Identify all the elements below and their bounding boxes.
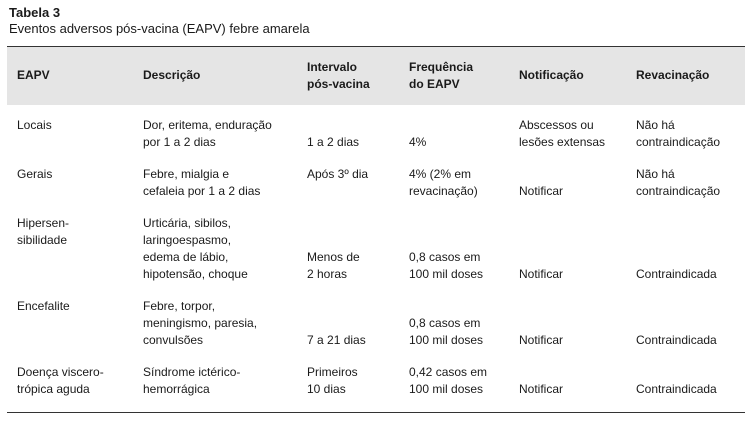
cell-line: Primeiros xyxy=(307,364,358,379)
cell-eapv xyxy=(7,349,133,413)
table-row xyxy=(7,151,745,200)
cell-line: Abscessos ou xyxy=(519,117,594,132)
cell-line: Notificar xyxy=(519,332,564,347)
table-title-block xyxy=(9,5,310,37)
cell-line: por 1 a 2 dias xyxy=(143,134,216,149)
cell-eapv xyxy=(7,151,133,200)
cell-line: Não há xyxy=(636,117,675,132)
cell-line: Urticária, sibilos, xyxy=(143,215,232,230)
cell-notificacao xyxy=(509,283,626,349)
cell-line: Após 3º dia xyxy=(307,166,369,181)
cell-line: 1 a 2 dias xyxy=(307,134,360,149)
cell-line: meningismo, paresia, xyxy=(143,315,258,330)
cell-intervalo xyxy=(297,151,399,200)
cell-line: hemorrágica xyxy=(143,381,210,396)
cell-line: 0,8 casos em xyxy=(409,249,481,264)
cell-eapv xyxy=(7,283,133,349)
cell-line: 2 horas xyxy=(307,266,348,281)
table-header xyxy=(7,47,745,105)
cell-intervalo xyxy=(297,349,399,413)
cell-line: Encefalite xyxy=(17,298,70,313)
header-intervalo: Intervalo pós-vacina xyxy=(307,59,370,91)
cell-notificacao xyxy=(509,151,626,200)
cell-line: trópica aguda xyxy=(17,381,90,396)
cell-line: convulsões xyxy=(143,332,204,347)
cell-descricao xyxy=(133,200,297,283)
cell-line: Febre, mialgia e xyxy=(143,166,230,181)
cell-line: sibilidade xyxy=(17,232,68,247)
cell-line: Contraindicada xyxy=(636,332,717,347)
cell-line: Dor, eritema, enduração xyxy=(143,117,272,132)
cell-revacinacao xyxy=(626,105,745,151)
header-descricao: Descrição xyxy=(143,68,201,83)
cell-line: 0,42 casos em xyxy=(409,364,488,379)
cell-intervalo xyxy=(297,283,399,349)
cell-eapv xyxy=(7,200,133,283)
cell-line: revacinação) xyxy=(409,183,478,198)
cell-revacinacao xyxy=(626,200,745,283)
cell-line: hipotensão, choque xyxy=(143,266,248,281)
table-row xyxy=(7,283,745,349)
header-eapv: EAPV xyxy=(17,68,50,83)
cell-descricao xyxy=(133,283,297,349)
cell-line: laringoespasmo, xyxy=(143,232,232,247)
cell-intervalo xyxy=(297,105,399,151)
header-notificacao: Notificação xyxy=(519,68,584,83)
cell-line: Hipersen- xyxy=(17,215,70,230)
cell-line: 7 a 21 dias xyxy=(307,332,366,347)
cell-revacinacao xyxy=(626,349,745,413)
cell-line: 100 mil doses xyxy=(409,381,484,396)
cell-line: cefaleia por 1 a 2 dias xyxy=(143,183,261,198)
cell-line: Locais xyxy=(17,117,52,132)
cell-line: 0,8 casos em xyxy=(409,315,481,330)
cell-line: Síndrome ictérico- xyxy=(143,364,241,379)
adverse-events-table xyxy=(7,46,745,413)
cell-line: Gerais xyxy=(17,166,53,181)
table-number: Tabela 3 xyxy=(9,5,61,20)
cell-line: Febre, torpor, xyxy=(143,298,216,313)
table-row xyxy=(7,349,745,413)
cell-descricao xyxy=(133,105,297,151)
cell-revacinacao xyxy=(626,151,745,200)
cell-notificacao xyxy=(509,200,626,283)
cell-frequencia xyxy=(399,151,509,200)
cell-revacinacao xyxy=(626,283,745,349)
cell-line: Menos de xyxy=(307,249,360,264)
cell-frequencia xyxy=(399,200,509,283)
cell-line: Notificar xyxy=(519,381,564,396)
table-body xyxy=(7,105,745,413)
cell-line: Doença viscero- xyxy=(17,364,104,379)
cell-descricao xyxy=(133,349,297,413)
cell-line: 4% xyxy=(409,134,427,149)
cell-line: 100 mil doses xyxy=(409,332,484,347)
cell-frequencia xyxy=(399,349,509,413)
cell-intervalo xyxy=(297,200,399,283)
cell-line: 10 dias xyxy=(307,381,346,396)
cell-line: Contraindicada xyxy=(636,381,717,396)
table-row xyxy=(7,105,745,151)
table-container xyxy=(7,46,745,413)
cell-frequencia xyxy=(399,105,509,151)
cell-line: lesões extensas xyxy=(519,134,606,149)
cell-descricao xyxy=(133,151,297,200)
header-revacinacao: Revacinação xyxy=(636,68,710,83)
cell-line: Notificar xyxy=(519,183,564,198)
cell-notificacao xyxy=(509,105,626,151)
header-row xyxy=(7,47,745,105)
cell-eapv xyxy=(7,105,133,151)
cell-line: Notificar xyxy=(519,266,564,281)
table-caption: Eventos adversos pós-vacina (EAPV) febre amarela xyxy=(9,21,310,36)
cell-line: contraindicação xyxy=(636,183,721,198)
header-frequencia: Frequência do EAPV xyxy=(409,59,474,91)
cell-line: Não há xyxy=(636,166,675,181)
cell-line: contraindicação xyxy=(636,134,721,149)
cell-line: Contraindicada xyxy=(636,266,717,281)
table-row xyxy=(7,200,745,283)
cell-line: edema de lábio, xyxy=(143,249,229,264)
cell-line: 100 mil doses xyxy=(409,266,484,281)
cell-frequencia xyxy=(399,283,509,349)
cell-notificacao xyxy=(509,349,626,413)
cell-line: 4% (2% em xyxy=(409,166,472,181)
